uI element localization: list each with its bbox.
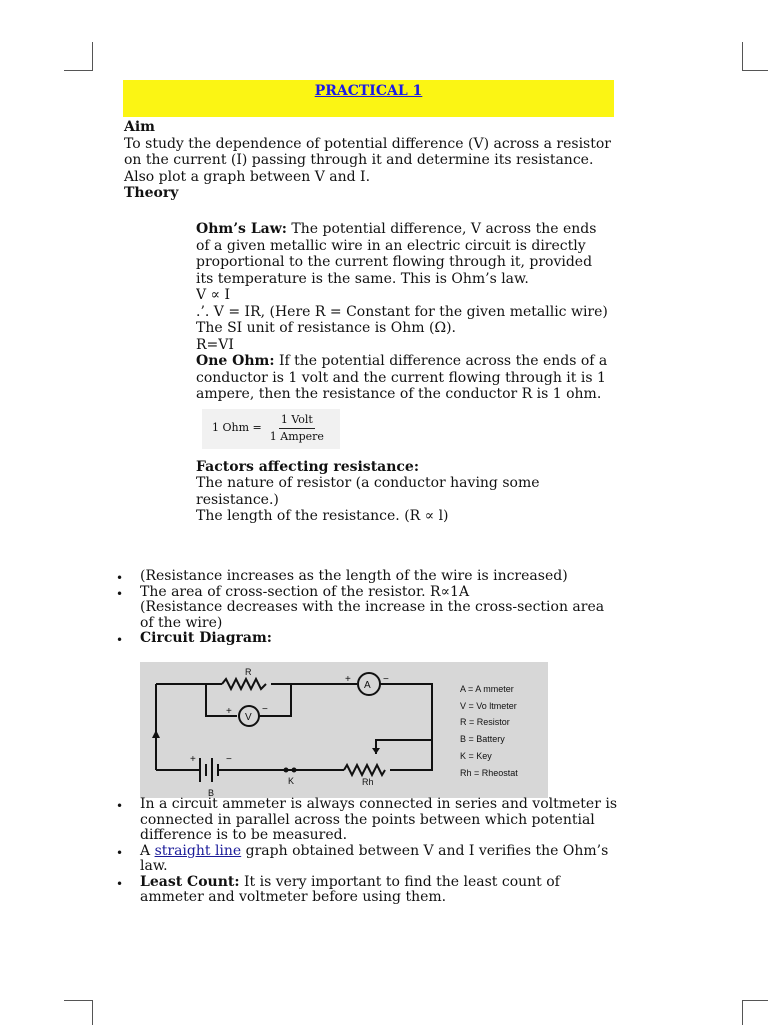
crop-mark-top-left <box>64 42 93 71</box>
page-title: PRACTICAL 1 <box>314 83 423 99</box>
crop-mark-top-right <box>742 42 768 71</box>
graph-post: graph obtained between V and I verifies the Ohm’s law. <box>140 842 609 874</box>
battery-symbol <box>200 758 218 782</box>
si-unit-text: The SI unit of resistance is Ohm (Ω). <box>196 320 457 336</box>
label-minus: − <box>226 754 232 765</box>
legend-key: K = Key <box>460 751 492 761</box>
theory-section <box>196 221 612 543</box>
label-plus: + <box>226 706 232 717</box>
wire <box>390 740 432 770</box>
area-note: (Resistance decreases with the increase in the cross-section area of the wire) <box>140 599 605 631</box>
aim-text: To study the dependence of potential difference (V) across a resistor on the current (I) passing through it and determine its resistance. Also plot a graph between V and I. <box>124 135 611 185</box>
legend-battery: B = Battery <box>460 734 505 744</box>
ammeter-note: In a circuit ammeter is always connected in series and voltmeter is connected in parallel across the points between which potential difference is to be measured. <box>140 796 618 843</box>
label-minus: − <box>262 704 268 715</box>
circuit-diagram <box>140 662 548 798</box>
list-item <box>140 875 620 906</box>
graph-pre: A <box>140 842 155 859</box>
legend-voltmeter: V = Vo ltmeter <box>460 701 517 711</box>
factor-nature: The nature of resistor (a conductor having some resistance.) <box>196 475 540 508</box>
label-plus: + <box>345 674 351 685</box>
circuit-diagram-label: Circuit Diagram: <box>140 630 272 646</box>
factors-label: Factors affecting resistance: <box>196 458 420 475</box>
list-item <box>196 320 612 353</box>
label-v: V <box>245 712 252 723</box>
one-ohm-label: One Ohm: <box>196 353 275 369</box>
aim-section <box>124 119 614 202</box>
title-banner <box>123 80 614 117</box>
list-item <box>196 508 612 525</box>
notes-section <box>140 569 620 647</box>
therefore-line: .’. V = IR, (Here R = Constant for the given metallic wire) <box>196 303 608 320</box>
legend-resistor: R = Resistor <box>460 717 510 727</box>
legend-ammeter: A = A mmeter <box>460 684 514 694</box>
label-r: R <box>245 667 252 677</box>
list-item <box>140 797 620 844</box>
least-count-text: It is very important to find the least count of ammeter and voltmeter before using them. <box>140 873 560 905</box>
aim-heading: Aim <box>124 119 155 135</box>
formula-fraction <box>268 412 326 446</box>
conclusion-section <box>140 797 620 906</box>
label-k: K <box>288 776 295 786</box>
one-ohm-text: If the potential difference across the ends of a conductor is 1 volt and the current flowing through it is 1 ampere, then the resistance of the conductor R is 1 ohm. <box>196 353 608 402</box>
key-contact <box>284 768 289 773</box>
ohms-law-label: Ohm’s Law: <box>196 221 287 237</box>
label-a: A <box>364 680 371 691</box>
formula-denominator: 1 Ampere <box>269 430 324 443</box>
crop-mark-bottom-left <box>64 1000 93 1025</box>
formula-lhs: 1 Ohm = <box>212 421 262 435</box>
factor-length: The length of the resistance. (R ∝ l) <box>196 508 449 524</box>
wire <box>376 684 432 754</box>
list-item <box>196 475 612 508</box>
wire <box>206 684 237 716</box>
label-minus: − <box>383 674 389 685</box>
legend-rheostat: Rh = Rheostat <box>460 768 518 778</box>
key-contact <box>292 768 297 773</box>
current-arrow-icon <box>152 730 160 738</box>
length-note: (Resistance increases as the length of the wire is increased) <box>140 568 568 584</box>
one-ohm-formula <box>202 409 340 449</box>
list-item <box>196 459 612 476</box>
formula-numerator: 1 Volt <box>279 412 315 430</box>
list-item <box>140 844 620 875</box>
rheostat-slider-arrow-icon <box>372 748 380 754</box>
ohms-law-text: The potential difference, V across the ends of a given metallic wire in an electric circuit is directly proportional to the current flowing through it, provided its temperature is the same. This is Ohm’s law. <box>196 221 597 287</box>
label-b: B <box>208 788 215 798</box>
label-rh: Rh <box>362 777 374 787</box>
circuit-diagram-svg <box>140 662 548 798</box>
least-count-label: Least Count: <box>140 873 240 890</box>
resistor-symbol <box>222 679 266 689</box>
list-item <box>140 585 620 632</box>
proportional-line: V ∝ I <box>196 287 231 303</box>
list-item <box>140 569 620 585</box>
resistance-equation: R=VI <box>196 336 234 353</box>
straight-line-link[interactable]: straight line <box>154 842 242 859</box>
label-plus: + <box>190 754 196 765</box>
rheostat-symbol <box>344 765 385 775</box>
theory-heading: Theory <box>124 185 179 201</box>
crop-mark-bottom-right <box>742 1000 768 1025</box>
list-item <box>196 221 612 320</box>
area-line: The area of cross-section of the resistor. R∝1A <box>140 583 470 600</box>
list-item <box>196 353 612 459</box>
list-item <box>140 631 620 647</box>
